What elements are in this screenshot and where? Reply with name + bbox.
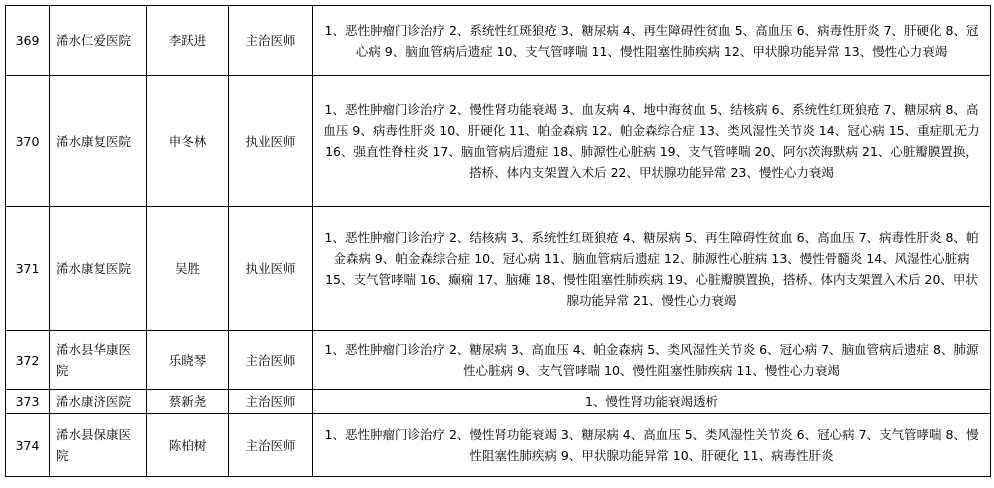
doctor-title: 执业医师 xyxy=(229,207,313,331)
row-number: 373 xyxy=(6,390,50,414)
doctor-name: 蔡新尧 xyxy=(147,390,229,414)
hospital-name: 浠水康复医院 xyxy=(50,207,147,331)
doctor-table xyxy=(5,5,991,477)
hospital-name: 浠水县华康医院 xyxy=(50,331,147,390)
table-row xyxy=(6,76,991,207)
doctor-name: 乐晓琴 xyxy=(147,331,229,390)
doctor-title: 执业医师 xyxy=(229,76,313,207)
hospital-name: 浠水县保康医院 xyxy=(50,414,147,477)
table-row xyxy=(6,390,991,414)
doctor-name: 吴胜 xyxy=(147,207,229,331)
disease-list: 1、恶性肿瘤门诊治疗 2、系统性红斑狼疮 3、糖尿病 4、再生障碍性贫血 5、高血压 6、病毒性肝炎 7、肝硬化 8、冠心病 9、脑血管病后遗症 10、支气管哮喘 11、慢性阻塞性肺疾病 12、甲状腺功能异常 13、慢性心力衰竭 xyxy=(313,6,991,76)
doctor-title: 主治医师 xyxy=(229,414,313,477)
table-row xyxy=(6,207,991,331)
doctor-title: 主治医师 xyxy=(229,331,313,390)
hospital-name: 浠水仁爱医院 xyxy=(50,6,147,76)
doctor-title: 主治医师 xyxy=(229,6,313,76)
table-row xyxy=(6,414,991,477)
disease-list: 1、恶性肿瘤门诊治疗 2、结核病 3、系统性红斑狼疮 4、糖尿病 5、再生障碍性贫血 6、高血压 7、病毒性肝炎 8、帕金森病 9、帕金森综合症 10、冠心病 11、脑血管病后遗症 12、肺源性心脏病 13、慢性骨髓炎 14、风湿性心脏病 15、支气管哮喘 16、癫痫 17、脑瘫 18、慢性阻塞性肺疾病 19、心脏瓣膜置换，搭桥、体内支架置入术后 20、甲状腺功能异常 21、慢性心力衰竭 xyxy=(313,207,991,331)
row-number: 374 xyxy=(6,414,50,477)
row-number: 369 xyxy=(6,6,50,76)
table-row xyxy=(6,6,991,76)
disease-list: 1、恶性肿瘤门诊治疗 2、慢性肾功能衰竭 3、血友病 4、地中海贫血 5、结核病 6、系统性红斑狼疮 7、糖尿病 8、高血压 9、病毒性肝炎 10、肝硬化 11、帕金森病 12、帕金森综合症 13、类风湿性关节炎 14、冠心病 15、重症肌无力 16、强直性脊柱炎 17、脑血管病后遗症 18、肺源性心脏病 19、支气管哮喘 20、阿尔茨海默病 21、心脏瓣膜置换，搭桥、体内支架置入术后 22、甲状腺功能异常 23、慢性心力衰竭 xyxy=(313,76,991,207)
hospital-name: 浠水康济医院 xyxy=(50,390,147,414)
row-number: 372 xyxy=(6,331,50,390)
doctor-name: 申冬林 xyxy=(147,76,229,207)
disease-list: 1、慢性肾功能衰竭透析 xyxy=(313,390,991,414)
hospital-name: 浠水康复医院 xyxy=(50,76,147,207)
row-number: 370 xyxy=(6,76,50,207)
disease-list: 1、恶性肿瘤门诊治疗 2、慢性肾功能衰竭 3、糖尿病 4、高血压 5、类风湿性关节炎 6、冠心病 7、支气管哮喘 8、慢性阻塞性肺疾病 9、甲状腺功能异常 10、肝硬化 11、病毒性肝炎 xyxy=(313,414,991,477)
doctor-title: 主治医师 xyxy=(229,390,313,414)
disease-list: 1、恶性肿瘤门诊治疗 2、糖尿病 3、高血压 4、帕金森病 5、类风湿性关节炎 6、冠心病 7、脑血管病后遗症 8、肺源性心脏病 9、支气管哮喘 10、慢性阻塞性肺疾病 11、慢性心力衰竭 xyxy=(313,331,991,390)
table-row xyxy=(6,331,991,390)
doctor-name: 陈柏树 xyxy=(147,414,229,477)
doctor-name: 李跃进 xyxy=(147,6,229,76)
row-number: 371 xyxy=(6,207,50,331)
